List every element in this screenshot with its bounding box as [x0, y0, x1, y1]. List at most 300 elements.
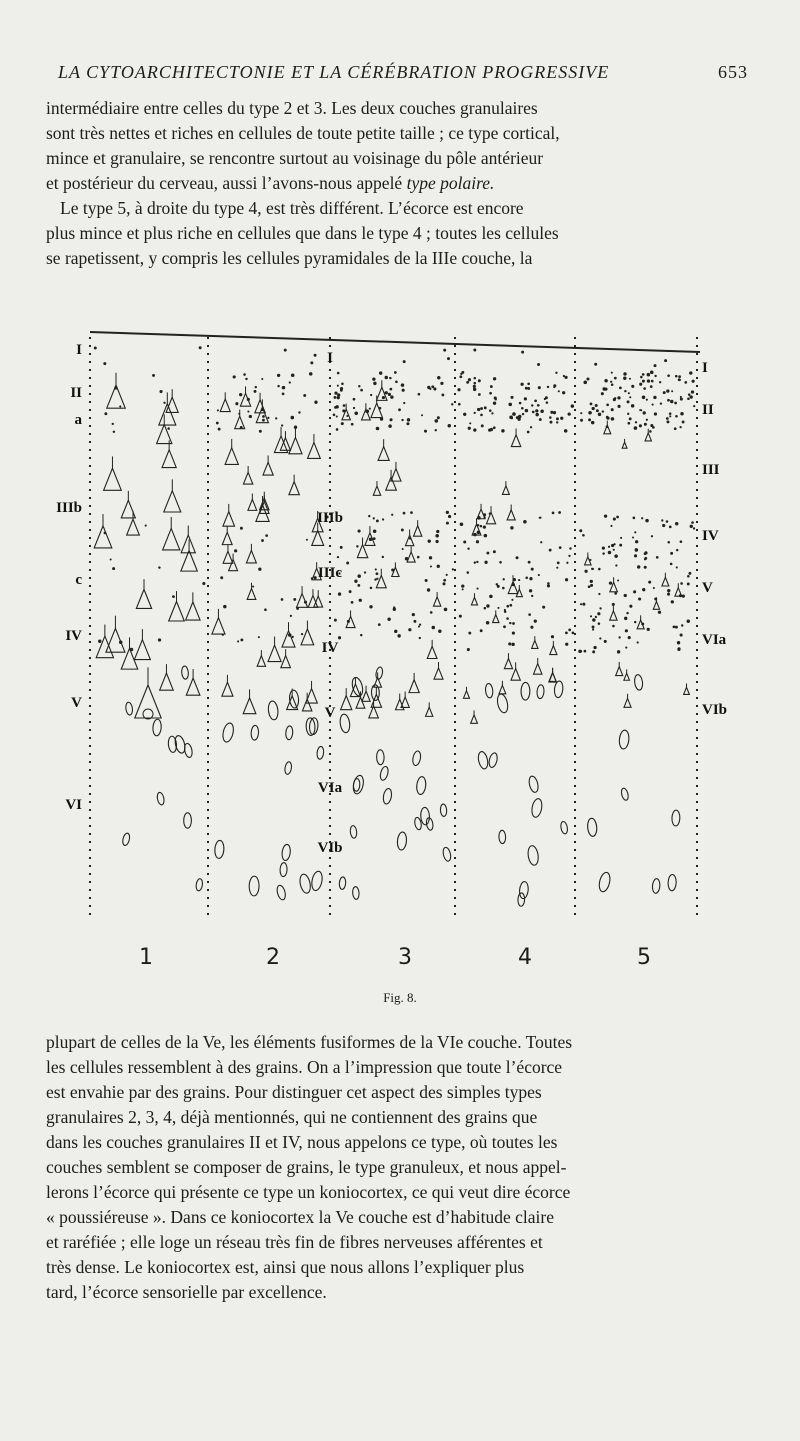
pyramidal-cell	[247, 589, 256, 600]
pyramidal-cell	[222, 682, 233, 696]
granule-cell	[234, 549, 237, 552]
granule-cell	[532, 411, 535, 414]
granule-cell	[604, 515, 607, 518]
granule-cell	[477, 408, 480, 411]
granule-cell	[614, 592, 617, 595]
right-layer-label: II	[702, 402, 714, 418]
granule-cell	[159, 390, 162, 393]
granule-cell	[473, 428, 476, 431]
granule-cell	[435, 534, 439, 538]
granule-cell	[616, 516, 619, 519]
granule-cell	[647, 628, 650, 631]
granule-cell	[496, 583, 498, 585]
pyramidal-cell	[301, 629, 314, 645]
granule-cell	[569, 547, 571, 549]
granule-cell	[588, 418, 591, 421]
pyramidal-cell	[164, 491, 181, 512]
granule-cell	[336, 428, 339, 431]
granule-cell	[531, 595, 533, 597]
granule-cell	[646, 399, 648, 401]
granule-cell	[598, 593, 600, 595]
granule-cell	[503, 578, 505, 580]
pyramidal-cell	[507, 510, 515, 520]
pyramidal-cell	[223, 512, 235, 527]
granule-cell	[675, 522, 678, 525]
fusiform-cell	[316, 746, 324, 759]
pyramidal-cell	[645, 433, 651, 441]
granule-cell	[376, 520, 379, 523]
granule-cell	[666, 417, 669, 420]
granule-cell	[298, 411, 300, 413]
granule-cell	[531, 404, 533, 406]
granule-cell	[512, 412, 516, 416]
granule-cell	[158, 638, 161, 641]
text-line: tard, l’écorce sensorielle par excellence.	[46, 1282, 327, 1302]
granule-cell	[493, 377, 496, 380]
pyramidal-cell	[414, 526, 422, 536]
fusiform-cell	[379, 766, 389, 781]
pyramidal-cell	[134, 640, 150, 660]
granule-cell	[357, 574, 361, 578]
column-numbers	[0, 945, 800, 975]
fusiform-cell	[598, 871, 612, 892]
granule-cell	[267, 417, 269, 419]
pyramidal-cell	[243, 472, 252, 484]
granule-cell	[293, 598, 296, 601]
granule-cell	[403, 402, 405, 404]
granule-cell	[598, 568, 601, 571]
pyramidal-cell	[308, 442, 321, 458]
granule-cell	[544, 398, 546, 400]
granule-cell	[633, 516, 636, 519]
granule-cell	[488, 428, 491, 431]
column-number: 1	[139, 945, 153, 970]
left-layer-label: V	[71, 695, 82, 711]
granule-cell	[235, 402, 238, 405]
text-line: plus mince et plus riche en cellules que dans le type 4 ; toutes les cellules	[46, 223, 559, 243]
granule-cell	[432, 626, 436, 630]
granule-cell	[480, 525, 483, 528]
granule-cell	[510, 396, 513, 399]
granule-cell	[290, 615, 292, 617]
left-layer-label: I	[76, 342, 82, 358]
fusiform-cell	[496, 693, 509, 714]
granule-cell	[644, 558, 646, 560]
granule-cell	[540, 541, 542, 543]
pyramidal-cell	[378, 447, 389, 461]
granule-cell	[690, 395, 693, 398]
granule-cell	[473, 348, 476, 351]
granule-cell	[666, 520, 669, 523]
running-title: LA CYTOARCHITECTONIE ET LA CÉRÉBRATION PROGRESSIVE	[58, 62, 610, 82]
granule-cell	[604, 640, 607, 643]
granule-cell	[220, 576, 223, 579]
granule-cell	[337, 556, 339, 558]
granule-cell	[648, 581, 651, 584]
granule-cell	[551, 635, 554, 638]
pyramidal-cell	[159, 404, 176, 425]
pyramidal-cell	[181, 535, 195, 553]
pyramidal-cell	[289, 437, 302, 453]
granule-cell	[446, 522, 449, 525]
granule-cell	[679, 379, 681, 381]
granule-cell	[463, 413, 466, 416]
pyramidal-cell	[186, 602, 200, 620]
page-number: 653	[718, 62, 748, 82]
granule-cell	[294, 426, 297, 429]
granule-cell	[525, 387, 528, 390]
pyramidal-cell	[433, 597, 440, 606]
granule-cell	[360, 634, 362, 636]
granule-cell	[306, 539, 308, 541]
pyramidal-cell	[181, 551, 197, 572]
granule-cell	[590, 584, 593, 587]
granule-cell	[461, 584, 464, 587]
fusiform-cell	[531, 798, 544, 818]
granule-cell	[489, 595, 493, 599]
granule-cell	[629, 378, 631, 380]
granule-cell	[480, 407, 483, 410]
pyramidal-cell	[499, 685, 506, 693]
granule-cell	[631, 385, 634, 388]
granule-cell	[491, 412, 493, 414]
pyramidal-cell	[511, 669, 520, 681]
granule-cell	[675, 375, 678, 378]
granule-cell	[292, 636, 294, 638]
granule-cell	[676, 566, 678, 568]
text-line-with-term	[46, 171, 748, 196]
granule-cell	[94, 347, 97, 350]
granule-cell	[670, 552, 673, 555]
granule-cell	[480, 414, 483, 417]
granule-cell	[467, 547, 469, 549]
inner-layer-label: V	[324, 705, 336, 721]
granule-cell	[625, 647, 627, 649]
granule-cell	[547, 386, 549, 388]
granule-cell	[617, 396, 620, 399]
pyramidal-cell	[127, 519, 140, 535]
granule-cell	[152, 374, 155, 377]
pyramidal-cell	[160, 673, 174, 690]
pyramidal-cell	[610, 611, 617, 620]
pyramidal-cell	[373, 486, 380, 495]
fusiform-cell	[528, 775, 540, 793]
granule-cell	[486, 621, 490, 625]
granule-cell	[580, 412, 582, 414]
granule-cell	[284, 349, 287, 352]
pyramidal-cell	[427, 646, 437, 658]
granule-cell	[478, 393, 481, 396]
granule-cell	[457, 388, 460, 391]
granule-cell	[594, 363, 597, 366]
granule-cell	[521, 407, 524, 410]
granule-cell	[646, 419, 648, 421]
granule-cell	[584, 570, 587, 573]
granule-cell	[358, 385, 360, 387]
granule-cell	[613, 517, 616, 520]
text-line: les cellules ressemblent à des grains. On a l’impression que toute l’écorce	[46, 1057, 563, 1077]
granule-cell	[484, 534, 488, 538]
granule-cell	[104, 412, 107, 415]
granule-cell	[427, 386, 430, 389]
granule-cell	[334, 619, 337, 622]
granule-cell	[291, 373, 295, 377]
fusiform-cell	[560, 821, 568, 834]
pyramidal-cell	[371, 403, 382, 417]
granule-cell	[592, 407, 595, 410]
granule-cell	[467, 571, 470, 574]
granule-cell	[172, 595, 175, 598]
granule-cell	[338, 636, 341, 639]
granule-cell	[566, 562, 568, 564]
pyramidal-cell	[604, 425, 611, 434]
text-line: et raréfiée ; elle loge un réseau très fin de fibres nerveuses afférentes et	[46, 1232, 543, 1252]
granule-cell	[578, 650, 581, 653]
granule-cell	[358, 529, 361, 532]
granule-cell	[568, 412, 571, 415]
granule-cell	[556, 421, 558, 423]
left-layer-label: II	[70, 385, 82, 401]
granule-cell	[466, 381, 469, 384]
granule-cell	[647, 373, 651, 377]
right-layer-label: IV	[702, 528, 719, 544]
granule-cell	[447, 357, 450, 360]
granule-cell	[639, 383, 642, 386]
granule-cell	[493, 402, 496, 405]
granule-cell	[609, 581, 612, 584]
granule-cell	[623, 377, 626, 380]
granule-cell	[385, 376, 389, 380]
pyramidal-cell	[235, 416, 245, 428]
granule-cell	[233, 375, 236, 378]
granule-cell	[503, 625, 506, 628]
granule-cell	[637, 641, 639, 643]
text-line: et postérieur du cerveau, aussi l’avons-nous appelé	[46, 173, 403, 193]
granule-cell	[394, 630, 397, 633]
italic-term: type polaire.	[406, 173, 495, 193]
granule-cell	[437, 565, 440, 568]
fusiform-cell	[280, 863, 288, 877]
granule-cell	[606, 417, 609, 420]
fusiform-cell	[375, 666, 383, 679]
pyramidal-cell	[486, 512, 495, 523]
granule-cell	[681, 624, 683, 626]
granule-cell	[680, 412, 683, 415]
fusiform-cell	[181, 666, 189, 680]
granule-cell	[560, 417, 563, 420]
granule-cell	[667, 541, 670, 544]
granule-cell	[626, 612, 628, 614]
granule-cell	[451, 403, 453, 405]
granule-cell	[602, 410, 604, 412]
granule-cell	[469, 422, 471, 424]
granule-cell	[619, 386, 622, 389]
granule-cell	[281, 598, 284, 601]
text-line: intermédiaire entre celles du type 2 et 3. Les deux couches granulaires	[46, 98, 538, 118]
granule-cell	[349, 590, 352, 593]
granule-cell	[611, 372, 613, 374]
granule-cell	[687, 620, 690, 623]
granule-cell	[484, 607, 487, 610]
granule-cell	[580, 419, 583, 422]
granule-cell	[119, 405, 121, 407]
granule-cell	[508, 642, 511, 645]
granule-cell	[336, 416, 338, 418]
granule-cell	[617, 579, 619, 581]
granule-cell	[419, 637, 421, 639]
granule-cell	[572, 631, 575, 634]
left-layer-label: VI	[65, 797, 82, 813]
right-layer-label: III	[702, 462, 720, 478]
granule-cell	[243, 373, 246, 376]
text-line: plupart de celles de la Ve, les éléments fusiformes de la VIe couche. Toutes	[46, 1032, 573, 1052]
column-number: 4	[518, 945, 532, 970]
granule-cell	[467, 648, 470, 651]
granule-cell	[552, 511, 555, 514]
pyramidal-cell	[376, 575, 386, 587]
granule-cell	[651, 535, 653, 537]
granule-cell	[670, 400, 674, 404]
granule-cell	[437, 416, 440, 419]
granule-cell	[627, 400, 630, 403]
granule-cell	[629, 396, 631, 398]
granule-cell	[680, 540, 683, 543]
granule-cell	[340, 546, 343, 549]
granule-cell	[624, 594, 627, 597]
granule-cell	[509, 622, 511, 624]
granule-cell	[612, 603, 615, 606]
inner-layer-label: IIIc	[317, 565, 343, 581]
granule-cell	[591, 568, 593, 570]
fusiform-cell	[353, 778, 360, 791]
granule-cell	[403, 360, 406, 363]
granule-cell	[393, 608, 396, 611]
granule-cell	[337, 385, 339, 387]
granule-cell	[620, 537, 622, 539]
granule-cell	[430, 565, 432, 567]
text-line: couches semblent se composer de grains, le type granuleux, et nous appel-	[46, 1157, 567, 1177]
granule-cell	[373, 517, 375, 519]
text-line: très dense. Le koniocortex est, ainsi que nous allons l’expliquer plus	[46, 1257, 525, 1277]
pyramidal-cell	[532, 640, 538, 648]
pyramidal-cell	[511, 435, 520, 447]
granule-cell	[374, 578, 376, 580]
granule-cell	[353, 398, 356, 401]
granule-cell	[413, 620, 416, 623]
granule-cell	[641, 517, 643, 519]
granule-cell	[448, 515, 451, 518]
granule-cell	[623, 372, 626, 375]
granule-cell	[652, 426, 655, 429]
granule-cell	[650, 385, 653, 388]
fusiform-cell	[672, 810, 680, 826]
granule-cell	[391, 514, 393, 516]
granule-cell	[634, 531, 636, 533]
granule-cell	[333, 413, 336, 416]
granule-cell	[602, 547, 605, 550]
granule-cell	[654, 412, 657, 415]
granule-cell	[468, 427, 471, 430]
granule-cell	[474, 377, 477, 380]
granule-cell	[693, 405, 695, 407]
granule-cell	[310, 361, 313, 364]
pyramidal-cell	[662, 577, 669, 586]
granule-cell	[110, 558, 112, 560]
granule-cell	[650, 371, 654, 375]
granule-cell	[559, 546, 562, 549]
granule-cell	[382, 518, 384, 520]
granule-cell	[502, 587, 505, 590]
granule-cell	[688, 393, 691, 396]
granule-cell	[474, 412, 476, 414]
granule-cell	[659, 381, 661, 383]
fusiform-cell	[397, 832, 408, 851]
granule-cell	[653, 396, 656, 399]
granule-cell	[351, 423, 354, 426]
granule-cell	[417, 556, 420, 559]
granule-cell	[692, 380, 695, 383]
granule-cell	[98, 640, 101, 643]
granule-cell	[523, 520, 527, 524]
pyramidal-cell	[357, 545, 367, 558]
granule-cell	[512, 622, 515, 625]
pyramidal-cell	[550, 646, 557, 655]
granule-cell	[534, 620, 537, 623]
granule-cell	[666, 389, 669, 392]
granule-cell	[452, 568, 454, 570]
granule-cell	[314, 576, 317, 579]
granule-cell	[412, 613, 415, 616]
granule-cell	[418, 625, 420, 627]
granule-cell	[675, 415, 678, 418]
granule-cell	[476, 561, 478, 563]
inner-layer-label: IIIb	[317, 510, 343, 526]
fusiform-cell	[276, 884, 287, 900]
pyramidal-cell	[297, 593, 308, 607]
granule-cell	[388, 393, 391, 396]
pyramidal-cell	[624, 673, 630, 680]
pyramidal-cell	[675, 588, 682, 596]
granule-cell	[167, 427, 170, 430]
granule-cell	[565, 632, 568, 635]
granule-cell	[592, 628, 594, 630]
granule-cell	[395, 380, 398, 383]
granule-cell	[282, 386, 286, 390]
granule-cell	[463, 541, 466, 544]
pyramidal-cell	[163, 528, 180, 549]
pyramidal-cell	[212, 618, 225, 634]
granule-cell	[565, 643, 568, 646]
fusiform-cell	[339, 877, 346, 890]
granule-cell	[642, 588, 645, 591]
right-layer-label: VIb	[702, 702, 728, 718]
granule-cell	[634, 554, 637, 557]
granule-cell	[530, 426, 532, 428]
granule-cell	[610, 525, 612, 527]
granule-cell	[351, 601, 354, 604]
left-layer-label: a	[74, 412, 82, 428]
granule-cell	[602, 387, 605, 390]
granule-cell	[553, 384, 556, 387]
fusiform-cell	[221, 722, 235, 743]
granule-cell	[615, 564, 617, 566]
granule-cell	[113, 431, 115, 433]
granule-cell	[435, 540, 438, 543]
granule-cell	[261, 378, 263, 380]
granule-cell	[239, 393, 242, 396]
fusiform-cell	[382, 788, 393, 805]
granule-cell	[458, 403, 461, 406]
